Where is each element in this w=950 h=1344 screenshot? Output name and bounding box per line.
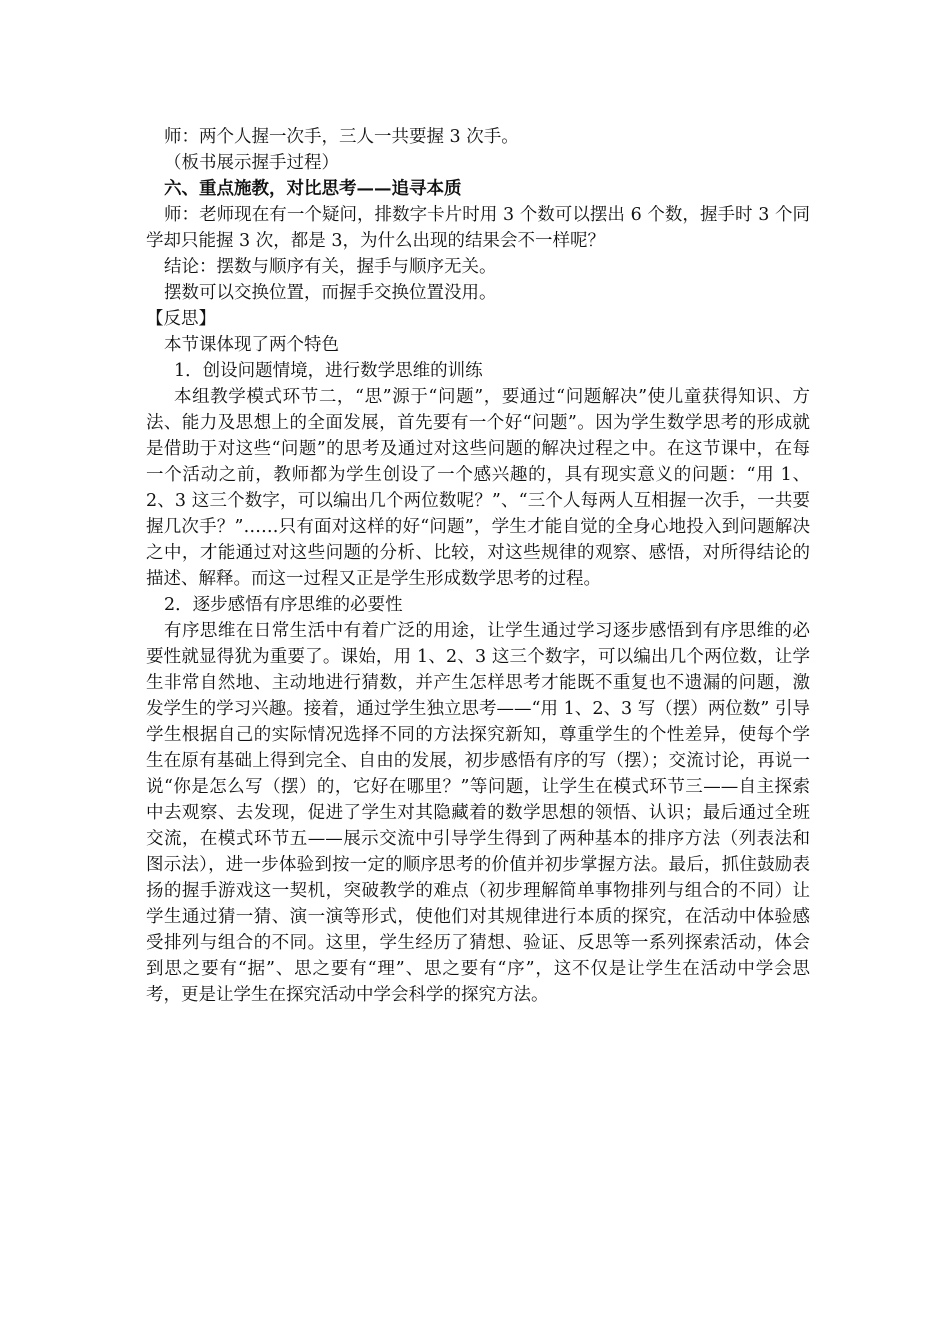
feature-one-paragraph: 本组教学模式环节二，“思”源于“问题”，要通过“问题解决”使儿童获得知识、方法、能力及思想上的全面发展，首先要有一个好“问题”。因为学生数学思考的形成就是借助于对这些“问题”的思考及通过对这些问题的解决过程之中。在这节课中，在每一个活动之前，教师都为学生创设了一个感兴趣的，具有现实意义的问题：“用 1、2、3 这三个数字，可以编出几个两位数呢？”、“三个人每两人互相握一次手，一共要握几次手？”……只有面对这样的好“问题”，学生才能自觉的全身心地投入到问题解决之中，才能通过对这些问题的分析、比较，对这些规律的观察、感悟，对所得结论的描述、解释。而这一过程又正是学生形成数学思考的过程。: [146, 387, 810, 589]
reflection-heading: 【反思】: [146, 309, 216, 329]
reflection-intro: 本节课体现了两个特色: [164, 335, 339, 355]
feature-two-paragraph: 有序思维在日常生活中有着广泛的用途，让学生通过学习逐步感悟到有序思维的必要性就显得犹为重要了。课始，用 1、2、3 这三个数字，可以编出几个两位数，让学生非常自然地、主动地进行猜数，并产生怎样思考才能既不重复也不遗漏的问题，激发学生的学习兴趣。接着，通过学生独立思考——“用 1、2、3 写（摆）两位数” 引导学生根据自己的实际情况选择不同的方法探究新知，尊重学生的个性差异，使每个学生在原有基础上得到完全、自由的发展，初步感悟有序的写（摆）；交流讨论，再说一说“你是怎么写（摆）的，它好在哪里？”等问题，让学生在模式环节三——自主探索中去观察、去发现，促进了学生对其隐藏着的数学思想的领悟、认识；最后通过全班交流，在模式环节五——展示交流中引导学生得到了两种基本的排序方法（列表法和图示法），进一步体验到按一定的顺序思考的价值并初步掌握方法。最后，抓住鼓励表扬的握手游戏这一契机，突破教学的难点（初步理解简单事物排列与组合的不同）让学生通过猜一猜、演一演等形式，使他们对其规律进行本质的探究，在活动中体验感受排列与组合的不同。这里，学生经历了猜想、验证、反思等一系列探索活动，体会到思之要有“据”、思之要有“理”、思之要有“序”，这不仅是让学生在活动中学会思考，更是让学生在探究活动中学会科学的探究方法。: [146, 621, 810, 1005]
document-body: [146, 124, 810, 1008]
feature-two-heading: 2．逐步感悟有序思维的必要性: [164, 595, 403, 615]
section-six-heading: 六、重点施教，对比思考——追寻本质: [164, 179, 462, 199]
board-note: （板书展示握手过程）: [164, 153, 339, 173]
teacher-question-paragraph: 师：老师现在有一个疑问，排数字卡片时用 3 个数可以摆出 6 个数，握手时 3 个同学却只能握 3 次，都是 3，为什么出现的结果会不一样呢？: [146, 205, 810, 251]
conclusion-line: 结论：摆数与顺序有关，握手与顺序无关。: [164, 257, 497, 277]
teacher-line-handshake: 师：两个人握一次手，三人一共要握 3 次手。: [164, 127, 519, 147]
feature-one-heading: 1．创设问题情境，进行数学思维的训练: [174, 361, 483, 381]
conclusion-line-2: 摆数可以交换位置，而握手交换位置没用。: [164, 283, 497, 303]
